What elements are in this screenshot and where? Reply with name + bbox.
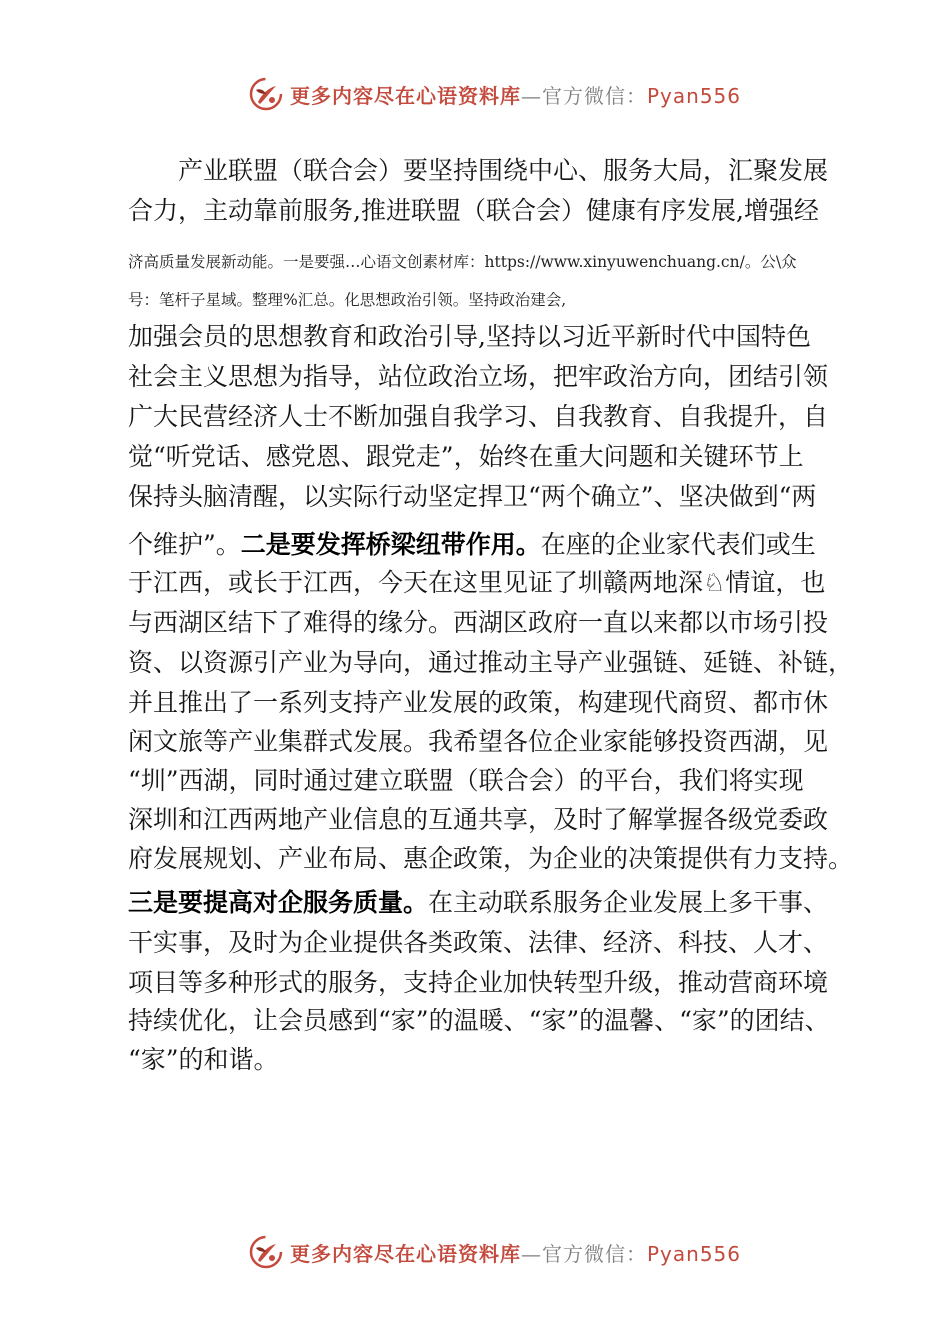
flower-logo-icon (248, 76, 284, 112)
watermark-part1: 更多内容尽在心语资料库 (290, 1241, 521, 1266)
bold-heading-2: 二是要发挥桥梁纽带作用。 (240, 530, 541, 559)
text-line: 觉“听党话、感党恩、跟党走”，始终在重大问题和关键环节上 (128, 442, 804, 471)
watermark-text (290, 1238, 741, 1267)
text-line: 合力，主动靠前服务,推进联盟（联合会）健康有序发展,增强经 (128, 196, 819, 225)
text-line: 深圳和江西两地产业信息的互通共享，及时了解掌握各级党委政 (128, 805, 829, 834)
watermark-part2: —官方微信： (521, 83, 647, 108)
watermark-part2: —官方微信： (521, 1241, 647, 1266)
text-line (128, 530, 816, 560)
text-line: 保持头脑清醒，以实际行动坚定捍卫“两个确立”、坚决做到“两 (128, 482, 817, 511)
watermark-part1: 更多内容尽在心语资料库 (290, 83, 521, 108)
text-line: 闲文旅等产业集群式发展。我希望各位企业家能够投资西湖，见 (128, 727, 829, 756)
watermark-part3: Pyan556 (647, 83, 742, 108)
text-line (128, 888, 828, 918)
text-line: 资、以资源引产业为导向，通过推动主导产业强链、延链、补链， (128, 648, 854, 677)
watermark-part3: Pyan556 (647, 1241, 742, 1266)
text-line: 持续优化，让会员感到“家”的温暖、“家”的温馨、“家”的团结、 (128, 1006, 830, 1035)
flower-logo-icon (248, 1234, 284, 1270)
inserted-text-line: 号：笔杆子星域。整理%汇总。化思想政治引领。坚持政治建会, (128, 291, 567, 309)
text-line: 社会主义思想为指导，站位政治立场，把牢政治方向，团结引领 (128, 362, 829, 391)
text-line: 项目等多种形式的服务，支持企业加快转型升级，推动营商环境 (128, 968, 829, 997)
text-line: 加强会员的思想教育和政治引导,坚持以习近平新时代中国特色 (128, 322, 811, 351)
text-line: 产业联盟（联合会）要坚持围绕中心、服务大局，汇聚发展 (178, 156, 829, 185)
text-line: 与西湖区结下了难得的缘分。西湖区政府一直以来都以市场引投 (128, 608, 829, 637)
text-line: 府发展规划、产业布局、惠企政策，为企业的决策提供有力支持。 (128, 844, 854, 873)
watermark-text (290, 80, 741, 109)
text-line: “家”的和谐。 (128, 1045, 279, 1074)
text-line: 广大民营经济人士不断加强自我学习、自我教育、自我提升，自 (128, 402, 829, 431)
text-segment: 个维护”。 (128, 530, 241, 559)
text-line: 于江西，或长于江西，今天在这里见证了圳赣两地深♘情谊，也 (128, 568, 826, 597)
bold-heading-3: 三是要提高对企服务质量。 (128, 888, 429, 917)
text-line: 干实事，及时为企业提供各类政策、法律、经济、科技、人才、 (128, 928, 829, 957)
text-line: “圳”西湖，同时通过建立联盟（联合会）的平台，我们将实现 (128, 766, 804, 795)
watermark-banner-bottom (248, 1230, 741, 1274)
text-segment: 在主动联系服务企业发展上多干事、 (428, 888, 829, 917)
inserted-text-line: 济高质量发展新动能。一是要强…心语文创素材库：https://www.xinyuwenchuang.cn/。公\众 (128, 253, 797, 271)
text-line: 并且推出了一系列支持产业发展的政策，构建现代商贸、都市休 (128, 688, 829, 717)
watermark-banner-top (248, 72, 741, 116)
text-segment: 在座的企业家代表们或生 (540, 530, 816, 559)
